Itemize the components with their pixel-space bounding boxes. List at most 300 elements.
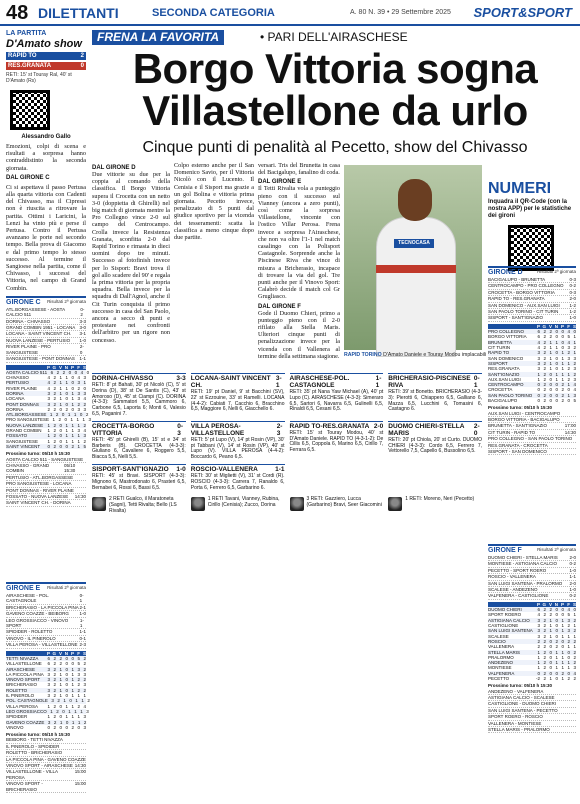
- list-item-value: 2-0: [569, 555, 576, 560]
- table-cell: 1: [561, 623, 564, 629]
- scorers-box: [290, 497, 384, 514]
- table-cell: 2: [543, 339, 546, 345]
- table-cell: 1: [59, 693, 62, 699]
- table-row: [488, 398, 576, 403]
- results-list: [6, 593, 86, 649]
- table-cell: 5: [77, 655, 80, 661]
- results-list: [6, 307, 86, 363]
- table-cell: 0: [561, 607, 564, 613]
- list-item-label: VILLASTELLONE - VILLA PEROSA: [6, 769, 58, 780]
- table-cell: 0: [555, 628, 558, 634]
- match-title: CROCETTA-BORGO VITTORIA: [92, 422, 155, 437]
- list-item-value: 3-3: [79, 318, 86, 324]
- table-cell: 2: [65, 406, 68, 412]
- match-tag: LA PARTITA: [6, 30, 47, 37]
- table-cell: 1: [537, 371, 540, 377]
- list-item-value: 1-0: [569, 315, 576, 321]
- table-cell: 0: [555, 623, 558, 629]
- table-cell: 1: [555, 665, 558, 671]
- table-cell: 2: [59, 661, 62, 667]
- table-cell: RAPID TO: [488, 350, 510, 356]
- group-f-table: [488, 540, 576, 733]
- table-cell: 2: [83, 677, 86, 683]
- headline-line-1: Borgo Vittoria sogna: [132, 45, 538, 92]
- score-value: 0: [80, 63, 84, 69]
- list-item-value: 1-0: [569, 567, 576, 573]
- table-cell: 0: [537, 392, 540, 398]
- list-item-value: 1-1: [79, 617, 84, 629]
- table-cell: 2: [53, 401, 56, 407]
- score-team: RES.GRANATA: [8, 63, 52, 69]
- match-score: 0-1: [473, 375, 480, 389]
- table-cell: 1: [77, 714, 80, 720]
- table-cell: V: [548, 323, 552, 329]
- table-cell: 2: [549, 334, 552, 340]
- headline: [92, 45, 578, 134]
- table-cell: 2: [53, 724, 56, 730]
- table-cell: VILLASTELLONE: [6, 661, 42, 667]
- table-cell: 2: [543, 387, 546, 393]
- table-cell: 3: [47, 719, 51, 725]
- table-cell: BACIGALUPO: [488, 398, 518, 403]
- table-cell: 3: [47, 666, 50, 672]
- table-cell: 2: [77, 401, 80, 407]
- table-cell: 1: [59, 385, 62, 391]
- lead-text: Emozioni, colpi di scena e risultati a sorpresa hanno contraddistinto la seconda giornata.: [6, 143, 86, 172]
- table-cell: 1: [83, 693, 86, 699]
- table-row: [6, 725, 86, 730]
- table-cell: 3: [537, 360, 540, 366]
- table-cell: 2: [567, 638, 570, 644]
- table-cell: 1: [549, 355, 552, 361]
- table-cell: 2: [57, 698, 60, 704]
- table-cell: 5: [77, 661, 80, 667]
- table-cell: 0: [537, 670, 540, 676]
- table-cell: 1: [59, 677, 62, 683]
- table-cell: 1: [65, 433, 68, 439]
- table-cell: 0: [65, 719, 69, 725]
- table-cell: 3: [77, 666, 80, 672]
- match-text: RETI: 35' pt Nana Yaw Michael (A), 40' pt Lupo (C). AIRASCHESE (4-3-3): Simeraro 6,5, Sartori 6, Navarra 6,5, Gulinelli 6,5, Rinaldi 6,5, Cesani 6,5.: [289, 389, 384, 413]
- table-cell: DUOMO CHIERI: [488, 607, 522, 613]
- match-score: 1-1: [275, 465, 285, 473]
- player-thumb-icon: [388, 497, 402, 511]
- table-cell: ROLETTO: [6, 687, 28, 693]
- match-title: ROSCIO-VALLENERA: [190, 465, 258, 473]
- table-cell: 0: [77, 724, 80, 730]
- list-item-label: PECETTO - SPORT ROERO: [488, 567, 547, 573]
- table-cell: 0: [65, 724, 68, 730]
- list-item-value: 0-3: [569, 289, 576, 295]
- table-cell: 4: [537, 339, 540, 345]
- table-cell: 0: [573, 607, 576, 613]
- table-cell: 4: [83, 428, 86, 434]
- group-round: Risultati 2ª giornata: [47, 298, 86, 304]
- list-item-value: 3-0: [79, 325, 86, 331]
- table-cell: 2: [53, 375, 56, 381]
- table-cell: POL. CASTAGNOLE: [6, 698, 48, 704]
- article-column-3: [258, 162, 340, 360]
- table-cell: CROCETTA: [488, 387, 513, 393]
- table-cell: 0: [59, 724, 62, 730]
- table-cell: BRICHERASIO: [6, 682, 38, 688]
- table-cell: 1: [561, 366, 564, 372]
- table-cell: 0: [549, 660, 552, 666]
- table-cell: 2: [573, 360, 576, 366]
- match-report: [191, 461, 285, 491]
- table-cell: 0: [561, 329, 564, 335]
- table-cell: BRUNETTA: [488, 339, 512, 345]
- table-cell: SISPORT: [488, 360, 508, 366]
- table-cell: 0: [71, 385, 74, 391]
- brand-logo: SPORT&SPORT: [473, 5, 572, 20]
- table-cell: 1: [549, 345, 552, 351]
- table-cell: 2: [53, 396, 56, 402]
- table-cell: 2: [53, 655, 56, 661]
- table-cell: N: [64, 364, 68, 370]
- table-cell: 2: [543, 665, 546, 671]
- table-cell: 2: [543, 660, 546, 666]
- standings-table: [488, 602, 576, 681]
- next-round-title: Prossimo turno: 05/10 h 15:30: [488, 405, 553, 411]
- table-cell: 0: [555, 633, 558, 639]
- score-row-away: [6, 62, 86, 70]
- match-title: LOCANA-SAINT VINCENT CH.: [190, 375, 271, 389]
- list-item-value: 1-2: [569, 302, 576, 308]
- match-text: RETI: 15' st Touray Modou, 40' st D'Amato Daniele. RAPID TO (4-3-1-2): De Cillis 6,5, Coppola 6, Marino 6,5, Cirillo 7, Ferrara 6,5.: [289, 429, 384, 454]
- thumbs-row: [92, 495, 482, 514]
- table-cell: 1: [537, 660, 540, 666]
- table-cell: 0: [65, 671, 68, 677]
- scorers-text: 1 RETI: Moreno, Neri (Pecetto): [405, 496, 475, 503]
- table-cell: 0: [549, 644, 552, 650]
- table-cell: V: [58, 650, 62, 656]
- table-cell: 2: [549, 329, 552, 335]
- table-cell: 1: [75, 698, 78, 704]
- table-cell: 2: [543, 607, 546, 613]
- table-cell: 4: [567, 329, 570, 335]
- table-cell: 0: [549, 670, 552, 676]
- list-item: [6, 769, 86, 781]
- list-item-label: SISPORT - SAN DOMENICO: [488, 449, 547, 455]
- table-cell: 1: [561, 665, 564, 671]
- table-cell: 1: [561, 628, 564, 634]
- list-item-label: ROSCIO - VALLENERA: [488, 574, 536, 580]
- table-cell: G: [52, 650, 56, 656]
- list-item-label: BACIGALUPO - BRUNETTA: [488, 277, 546, 282]
- list-item-label: VINOVO - IL PINEROLO: [6, 635, 56, 641]
- list-item-label: ROLETTO - BRICHERASIO: [6, 750, 63, 756]
- col3-body: Il Tetti Rivalta vola a punteggio pieno con il successo sul Vianney (ancora a zero punti), così come la sorpresa Villastellone, vincente con l'ostico Villar Perosa. Frena invece a sorpresa l'Airaschese, che non va oltre l'1-1 nel match casalingo con la Polisport Castagnole. Sorprende anche la Piscinese Riva che vince di misura a Bricherasio, incapace di trovare la via del gol. Tre punti anche per il Vinovo Sport: Calabrò decide il match col Gr Grugliasco.: [258, 185, 340, 301]
- table-cell: SPIDIDER: [6, 714, 28, 720]
- table-cell: SAN LUIGI SANTENA: [488, 628, 533, 634]
- table-cell: 0: [65, 655, 68, 661]
- table-cell: 5: [83, 443, 86, 449]
- standings-table: [488, 324, 576, 403]
- list-item-label: SAN LUIGI SANTENA - PRALORMO: [488, 580, 563, 586]
- table-cell: VINOVO: [6, 724, 24, 730]
- list-item-value: 05/10 15:30: [63, 462, 76, 474]
- table-cell: 1: [77, 443, 80, 449]
- list-item-value: 14:30: [74, 763, 86, 769]
- table-cell: 3: [573, 376, 576, 382]
- list-item-value: 0-3: [569, 277, 576, 282]
- table-cell: 2: [561, 387, 564, 393]
- table-cell: 1: [537, 649, 540, 655]
- table-cell: 2: [573, 649, 576, 655]
- table-cell: VILLA PEROSA: [6, 703, 39, 709]
- table-cell: 1: [549, 366, 552, 372]
- list-item-label: LA PICCOLA PINA - GAVENO COAZZE: [6, 756, 86, 762]
- match-score: 2-3: [276, 422, 283, 437]
- table-cell: 1: [549, 339, 552, 345]
- list-item-value: 2-3: [79, 642, 86, 648]
- match-report: [92, 370, 186, 418]
- table-cell: 3: [47, 687, 50, 693]
- group-title: GIRONE E: [6, 585, 41, 592]
- table-cell: 1: [561, 376, 564, 382]
- table-cell: CASTIGLIONE: [488, 623, 519, 629]
- table-cell: 0: [549, 382, 552, 388]
- table-cell: 0: [71, 375, 74, 381]
- photo-body: [376, 217, 456, 357]
- table-cell: 4: [47, 375, 50, 381]
- table-cell: 1: [83, 380, 86, 386]
- table-cell: 1: [561, 371, 564, 377]
- table-cell: 2: [543, 329, 546, 335]
- next-round: [6, 451, 86, 507]
- table-cell: 0: [65, 401, 68, 407]
- table-cell: F: [567, 601, 570, 607]
- table-cell: BORGO VITTORIA: [488, 334, 527, 340]
- table-cell: 0: [537, 382, 540, 388]
- table-cell: 0: [65, 443, 68, 449]
- table-cell: 1: [573, 612, 576, 618]
- table-cell: 0: [555, 355, 558, 361]
- table-cell: 1: [81, 698, 84, 704]
- table-cell: 0: [62, 708, 65, 714]
- table-cell: 2: [77, 677, 80, 683]
- match-report: [388, 370, 482, 418]
- list-item-label: PONT DONNAS - RIVER PLAINE: [6, 487, 74, 493]
- list-item-label: LEO GROSSIACCO - VINOVO SPORT: [6, 617, 69, 629]
- table-cell: 2: [53, 666, 56, 672]
- table-cell: 2: [53, 428, 56, 434]
- table-cell: 3: [51, 698, 54, 704]
- table-cell: 0: [71, 655, 74, 661]
- table-cell: 1: [567, 633, 570, 639]
- table-cell: 1: [561, 633, 564, 639]
- score-team: RAPID TO: [8, 53, 37, 59]
- table-cell: 2: [83, 655, 86, 661]
- show-title: D'Amato show: [6, 38, 82, 50]
- match-text: RETI: 19' pt Daniel, 9' st Bacchini (SV), 22' st Ezzouine, 33' st Ramelli. LOCANA (4-4-2): Cabiati 7, Cacchio 6, Bracchino 6,5, Maggiore 6, Nelli 6, Giacchello 6.: [190, 389, 285, 413]
- list-item: [6, 307, 86, 319]
- list-item-label: AOSTA CALCIO 511 - SANGIUSTESE: [6, 456, 84, 462]
- table-cell: 0: [555, 607, 558, 613]
- table-cell: 2: [83, 438, 86, 444]
- table-cell: 2: [53, 714, 56, 720]
- table-cell: N: [554, 323, 558, 329]
- table-cell: 3: [83, 391, 86, 396]
- table-cell: F: [567, 323, 570, 329]
- match-text: RETI: 45' pt Ghirelli (B), 15' st e 34' st Barberis (B). CROCETTA (4-3-3): Giuliano 6, Cavaliere 6, Roggero 5,5, Biacca 5,5, Nelli 5,5.: [92, 436, 186, 461]
- table-cell: 3: [573, 392, 576, 398]
- next-round-list: [488, 411, 576, 456]
- table-cell: 5: [567, 612, 570, 618]
- table-cell: VALLENERA: [488, 644, 515, 650]
- table-row: [6, 444, 86, 449]
- table-cell: 3: [77, 406, 80, 412]
- list-item-label: ATL.BORGASSESE - AOSTA CALCIO 511: [6, 306, 65, 318]
- table-cell: 1: [567, 660, 570, 666]
- table-cell: 1: [73, 412, 77, 418]
- match-title-row: [92, 421, 186, 437]
- table-cell: 3: [83, 375, 86, 381]
- table-cell: 3: [567, 355, 570, 361]
- table-cell: 3: [47, 391, 50, 396]
- table-cell: 3: [537, 355, 540, 361]
- table-cell: 1: [77, 719, 81, 725]
- table-cell: 1: [71, 428, 74, 434]
- match-title-row: [388, 373, 482, 389]
- table-cell: 1: [549, 633, 552, 639]
- table-cell: 1: [59, 391, 62, 396]
- numeri-title: NUMERI: [488, 180, 552, 197]
- table-cell: 4: [47, 380, 50, 386]
- table-cell: SAN DOMENICO: [488, 355, 524, 361]
- group-d-table: [488, 262, 576, 455]
- table-cell: 1: [549, 623, 552, 629]
- table-cell: 0: [555, 360, 558, 366]
- table-cell: 3: [77, 391, 80, 396]
- player-thumb-icon: [92, 497, 106, 511]
- table-cell: 0: [555, 366, 558, 372]
- table-cell: 0: [59, 443, 62, 449]
- table-cell: 1: [52, 417, 56, 423]
- table-cell: ATL.BORGASSESE: [6, 412, 47, 418]
- table-cell: 3: [567, 617, 570, 623]
- table-cell: ROSCIO: [488, 638, 506, 644]
- table-cell: 0: [561, 612, 564, 618]
- table-cell: 0: [555, 670, 558, 676]
- table-cell: SAINT VINCENT: [6, 443, 41, 449]
- list-item-label: PRO COLLEGNO - SAN PAOLO TORINO: [488, 436, 573, 442]
- table-cell: 1: [76, 417, 80, 423]
- table-cell: 2: [58, 417, 62, 423]
- table-cell: MONTIESE: [488, 665, 512, 671]
- table-cell: 1: [65, 380, 68, 386]
- caption-name: RAPID TORINO: [344, 352, 382, 358]
- table-cell: 2: [543, 355, 546, 361]
- table-cell: 0: [71, 380, 74, 386]
- group-header: [6, 298, 86, 307]
- table-cell: 2: [543, 366, 546, 372]
- table-cell: G: [542, 601, 546, 607]
- table-cell: 2: [71, 724, 74, 730]
- table-cell: 0: [555, 387, 558, 393]
- table-cell: 0: [549, 387, 552, 393]
- table-cell: CENTROCAMPO: [488, 382, 524, 388]
- table-cell: 6: [47, 661, 50, 667]
- table-cell: RIVER PLAINE: [6, 385, 38, 391]
- table-cell: 1: [47, 428, 50, 434]
- table-cell: PERTUSIO: [6, 380, 29, 386]
- banner-secondary: • PARI DELL'AIRASCHESE: [260, 30, 408, 44]
- table-cell: 1: [65, 703, 68, 709]
- table-cell: 2: [573, 345, 576, 351]
- table-cell: P: [70, 650, 74, 656]
- next-round: [488, 683, 576, 733]
- table-cell: 0: [59, 714, 62, 720]
- table-cell: 3: [83, 433, 86, 439]
- table-cell: SCALESE: [488, 633, 509, 639]
- match-report: [92, 461, 186, 491]
- table-cell: 2: [77, 385, 80, 391]
- list-item-value: 2-0: [569, 580, 576, 586]
- table-cell: 1: [80, 708, 83, 714]
- table-cell: 0: [71, 406, 74, 412]
- match-report: [191, 418, 285, 461]
- table-cell: 1: [50, 708, 53, 714]
- results-list: [488, 277, 576, 322]
- table-cell: 0: [561, 638, 564, 644]
- table-cell: 2: [87, 698, 90, 704]
- match-title-row: [92, 373, 186, 382]
- table-cell: 2: [573, 638, 576, 644]
- table-cell: 1: [59, 682, 62, 688]
- category-title: SECONDA CATEGORIA: [152, 7, 275, 19]
- table-cell: 0: [59, 438, 62, 444]
- table-cell: P: [560, 323, 564, 329]
- table-cell: 2: [543, 360, 546, 366]
- table-cell: 2: [53, 671, 56, 677]
- match-text: RETI: 20' pt Chiola, 20' st Curto. DUOMO CHIERI (4-3-3): Cordo 6,5, Ferrero 7, Vettorello 7,5, Capello 6, Bussolino 6,5.: [388, 436, 482, 455]
- table-cell: PRO COLLEGNO: [488, 329, 525, 335]
- table-cell: 1: [77, 433, 80, 439]
- table-cell: 2: [56, 708, 59, 714]
- qr-code-icon[interactable]: [10, 90, 50, 130]
- list-item-value: 1-1: [79, 356, 86, 362]
- next-round: [488, 405, 576, 455]
- table-cell: 1: [71, 703, 74, 709]
- table-cell: 4: [47, 385, 50, 391]
- table-cell: 3: [83, 406, 86, 412]
- table-cell: 0: [555, 334, 558, 340]
- table-cell: 0: [68, 369, 72, 375]
- table-cell: 2: [83, 422, 86, 428]
- table-cell: 6: [537, 329, 540, 335]
- list-item-value: 14:30: [564, 429, 576, 435]
- table-cell: 1: [77, 422, 80, 428]
- list-item-value: 2-0: [79, 344, 84, 355]
- table-cell: 6: [537, 334, 540, 340]
- list-item-label: SAINT VINCENT CH. - DORINA: [6, 500, 71, 506]
- list-item-label: RAPID TO - RES.GRANATA: [488, 296, 545, 302]
- table-cell: 2: [543, 676, 546, 681]
- table-cell: 2: [59, 655, 62, 661]
- match-report: [290, 370, 384, 418]
- table-cell: IL PINEROLO: [6, 693, 35, 699]
- table-cell: 1: [573, 644, 576, 650]
- table-cell: N: [64, 650, 68, 656]
- author-name: Alessandro Gallo: [21, 134, 71, 140]
- list-item-label: CASTIGLIONE - DUOMO CHIERI: [488, 701, 557, 707]
- group-c-table: [6, 296, 92, 507]
- table-cell: 4: [537, 612, 540, 618]
- table-cell: 0: [549, 638, 552, 644]
- table-cell: P: [46, 364, 50, 370]
